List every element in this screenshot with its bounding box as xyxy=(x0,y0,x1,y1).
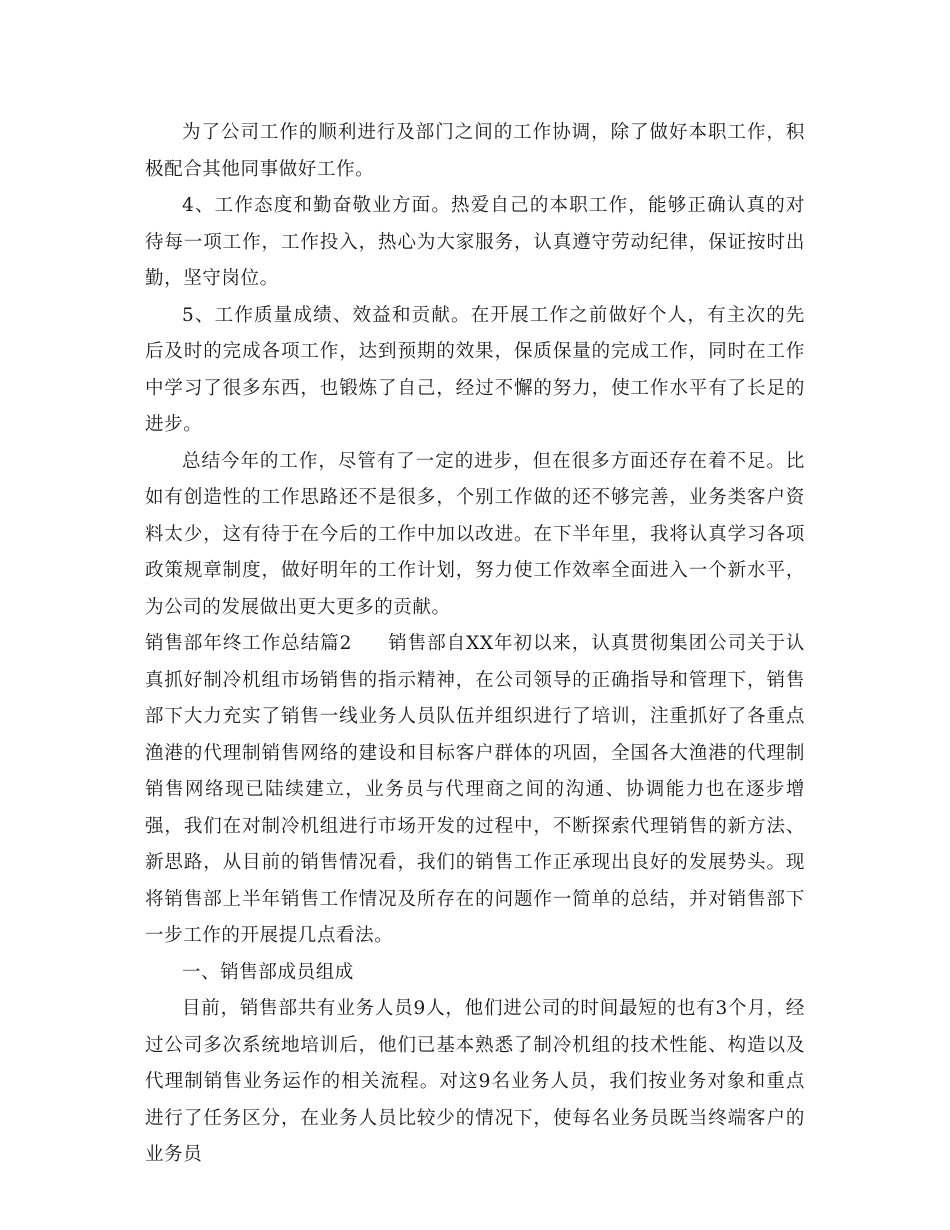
paragraph-team-members: 目前，销售部共有业务人员9人，他们进公司的时间最短的也有3个月，经过公司多次系统地培训后，他们已基本熟悉了制冷机组的技术性能、构造以及代理制销售业务运作的相关流程。对这9名业务人员，我们按业务对象和重点进行了任务区分，在业务人员比较少的情况下，使每名业务员既当终端客户的业务员 xyxy=(145,998,805,1165)
paragraph-work-quality: 5、工作质量成绩、效益和贡献。在开展工作之前做好个人，有主次的先后及时的完成各项工作，达到预期的效果，保质保量的完成工作，同时在工作中学习了很多东西，也锻炼了自己，经过不懈的努力，使工作水平有了长足的进步。 xyxy=(145,304,805,435)
section-block xyxy=(145,626,805,955)
section-intro: 销售部自XX年初以来，认真贯彻集团公司关于认真抓好制冷机组市场销售的指示精神，在公司领导的正确指导和管理下，销售部下大力充实了销售一线业务人员队伍并组织进行了培训，注重抓好了各重点渔港的代理制销售网络的建设和目标客户群体的巩固，全国各大渔港的代理制销售网络现已陆续建立，业务员与代理商之间的沟通、协调能力也在逐步增强，我们在对制冷机组进行市场开发的过程中，不断探索代理销售的新方法、新思路，从目前的销售情况看，我们的销售工作正承现出良好的发展势头。现将销售部上半年销售工作情况及所存在的问题作一简单的总结，并对销售部下一步工作的开展提几点看法。 xyxy=(145,633,806,946)
paragraph-coordination: 为了公司工作的顺利进行及部门之间的工作协调，除了做好本职工作，积极配合其他同事做好工作。 xyxy=(145,122,805,180)
paragraph-work-attitude: 4、工作态度和勤奋敬业方面。热爱自己的本职工作，能够正确认真的对待每一项工作，工作投入，热心为大家服务，认真遵守劳动纪律，保证按时出勤，坚守岗位。 xyxy=(145,195,805,289)
heading-team-composition: 一、销售部成员组成 xyxy=(182,961,354,983)
document-body xyxy=(145,115,805,1174)
paragraph-summary: 总结今年的工作，尽管有了一定的进步，但在很多方面还存在着不足。比如有创造性的工作思路还不是很多，个别工作做的还不够完善，业务类客户资料太少，这有待于在今后的工作中加以改进。在下半年里，我将认真学习各项政策规章制度，做好明年的工作计划，努力使工作效率全面进入一个新水平，为公司的发展做出更大更多的贡献。 xyxy=(145,450,805,618)
section-title: 销售部年终工作总结篇2 xyxy=(145,633,352,654)
